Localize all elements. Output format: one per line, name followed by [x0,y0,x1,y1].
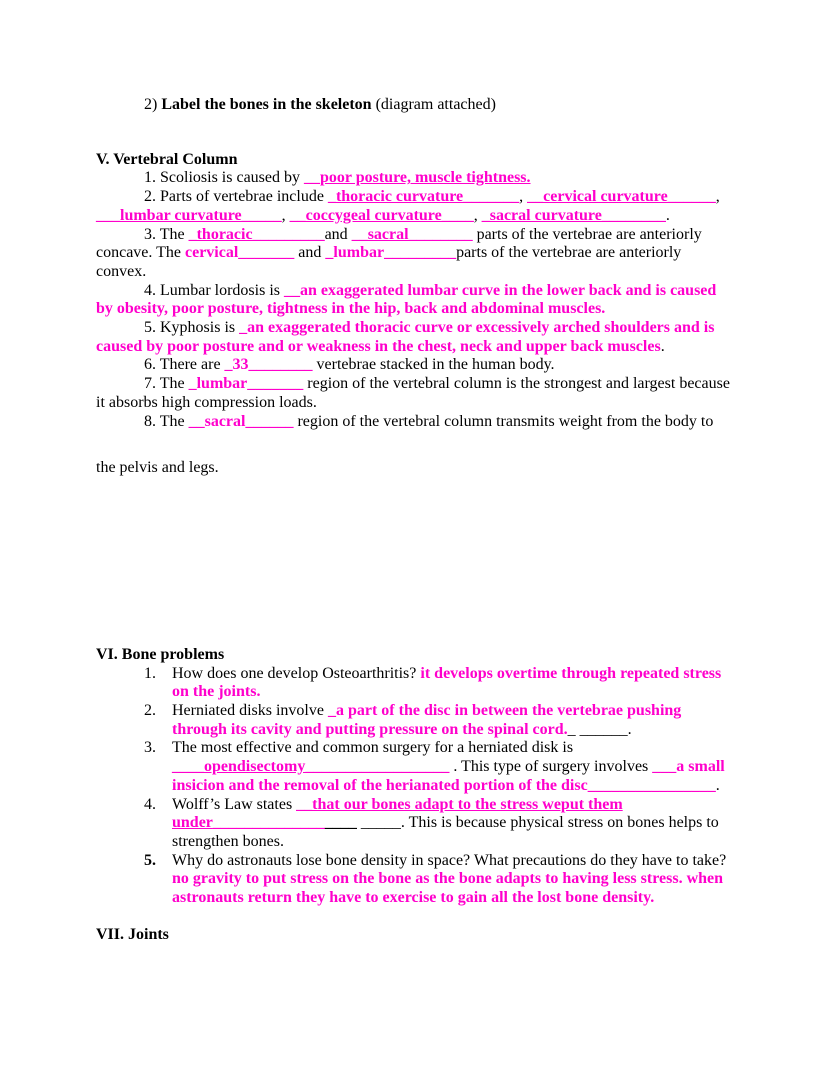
answer-text: _lumbar_________ [325,244,457,262]
answer-text: _lumbar_______ [188,375,304,393]
answer-text: _thoracic_________ [188,225,325,243]
item-v-4 [96,282,735,319]
item-v-5 [96,319,735,356]
answer-text: __poor posture, muscle tightness. [304,169,531,187]
question-text: 2. Parts of vertebrae include [144,188,328,206]
question-text: Herniated disks involve [172,702,328,720]
question-text: The most effective and common surgery for a herniated disk is [172,739,574,757]
section-vi-heading [96,646,735,665]
question-text: . [660,337,665,355]
question-text: , [519,188,528,206]
item-vi-4 [144,796,735,852]
question-text: Why do astronauts lose bone density in space? What precautions do they have to take? [172,851,727,869]
question-text: the pelvis and legs. [96,459,219,477]
item-v-8 [96,413,735,432]
question-text: and [294,244,326,262]
answer-text: it develops overtime through repeated stress on the joints. [172,664,722,701]
question-text: , [281,206,290,224]
answer-text: cervical_______ [185,244,295,262]
question-text: 5. Kyphosis is [144,319,240,337]
question-text: _ ______. [567,720,632,738]
question-text: region of the vertebral column transmits weight from the body to [293,412,714,430]
question-text: 3. The [144,225,189,243]
answer-text: __cervical curvature______ [527,188,716,206]
question-text: ____ [324,814,357,832]
answer-text: __coccygeal curvature____ [289,206,474,224]
item-v-8-continuation [96,459,735,478]
vertical-spacer [96,115,735,151]
question-text: How does one develop Osteoarthritis? [172,664,421,682]
answer-text: __sacral______ [188,412,294,430]
list-number: 2. [144,702,156,720]
answer-text: __that our bones adapt to the stress weput them under [172,795,623,832]
answer-text: ____opendisectomy__________________ [172,758,450,776]
item-vi-1 [144,665,735,702]
list-item-text [172,665,735,702]
item-v-6 [96,356,735,375]
answer-text: __sacral________ [351,225,473,243]
question-text: . [665,206,670,224]
question-text: 6. There are [144,356,225,374]
item-vi-5 [144,852,735,908]
list-number: 1. [144,664,156,682]
list-item-text [172,852,735,908]
question-text: parts of the vertebrae are anteriorly concave. The [96,225,702,262]
list-item-text [172,702,735,739]
vertical-spacer [96,478,735,646]
question-text: Wolff’s Law states [172,795,297,813]
answer-text: __an exaggerated lumbar curve in the lower back and is caused by obesity, poor posture, tightness in the hip, back and abdominal muscles. [96,281,717,318]
list-item-text [172,796,735,852]
item-v-2 [96,188,735,225]
list-number: 5. [144,851,156,869]
question-text: 4. Lumbar lordosis is [144,281,284,299]
question-text: 8. The [144,412,189,430]
question-text: (diagram attached) [371,96,496,113]
section-vii-heading [96,926,735,945]
answer-text: _thoracic curvature_______ [327,188,520,206]
item-v-3 [96,226,735,282]
list-item-text [172,739,735,795]
answer-text: _sacral curvature________ [481,206,666,224]
answer-text: ___a small insicion and the removal of the herianated portion of the disc________________ [172,758,725,794]
question-text: region of the vertebral column is the strongest and largest because it absorbs high compression loads. [96,375,730,411]
answer-text: no gravity to put stress on the bone as the bone adapts to having less stress. when astronauts return they have to exercise to gain all the lost bone density. [172,870,724,907]
item-v-1 [96,169,735,188]
question-text: Label the bones in the skeleton [161,96,372,113]
document-content [96,96,735,945]
question-text: . This type of surgery involves [449,758,653,776]
answer-text: _33________ [224,356,313,374]
question-text: vertebrae stacked in the human body. [312,356,555,374]
vertical-spacer [96,908,735,926]
answer-text: ______________ [212,814,325,832]
question-text: VI. Bone problems [96,645,225,663]
answer-text: _an exaggerated thoracic curve or excessively arched shoulders and is caused by poor posture and or weakness in the chest, neck and upper back muscles [96,319,715,355]
item-vi-2 [144,702,735,739]
question-text: and [324,225,352,243]
section-v-heading [96,151,735,170]
vertical-spacer [96,431,735,459]
question-text: , [715,188,720,206]
answer-text: _a part of the disc in between the vertebrae pushing through its cavity and putting pressure on the spinal cord. [172,702,682,738]
question-text: V. Vertebral Column [96,150,238,168]
question-text: 7. The [144,375,189,393]
question-text: , [473,206,482,224]
question-text: VII. Joints [96,925,169,943]
question-text: 1. Scoliosis is caused by [144,169,304,187]
list-number: 3. [144,739,156,757]
question-text: 2) [144,96,162,113]
question-text: _____. This is because physical stress on bones helps to strengthen bones. [172,814,719,850]
question-text: . [715,776,720,794]
item-v-7 [96,375,735,412]
answer-text: ___lumbar curvature_____ [96,206,282,224]
list-number: 4. [144,795,156,813]
intro-line [96,96,735,115]
question-text: parts of the vertebrae are anteriorly convex. [96,244,682,280]
item-vi-3 [144,739,735,795]
